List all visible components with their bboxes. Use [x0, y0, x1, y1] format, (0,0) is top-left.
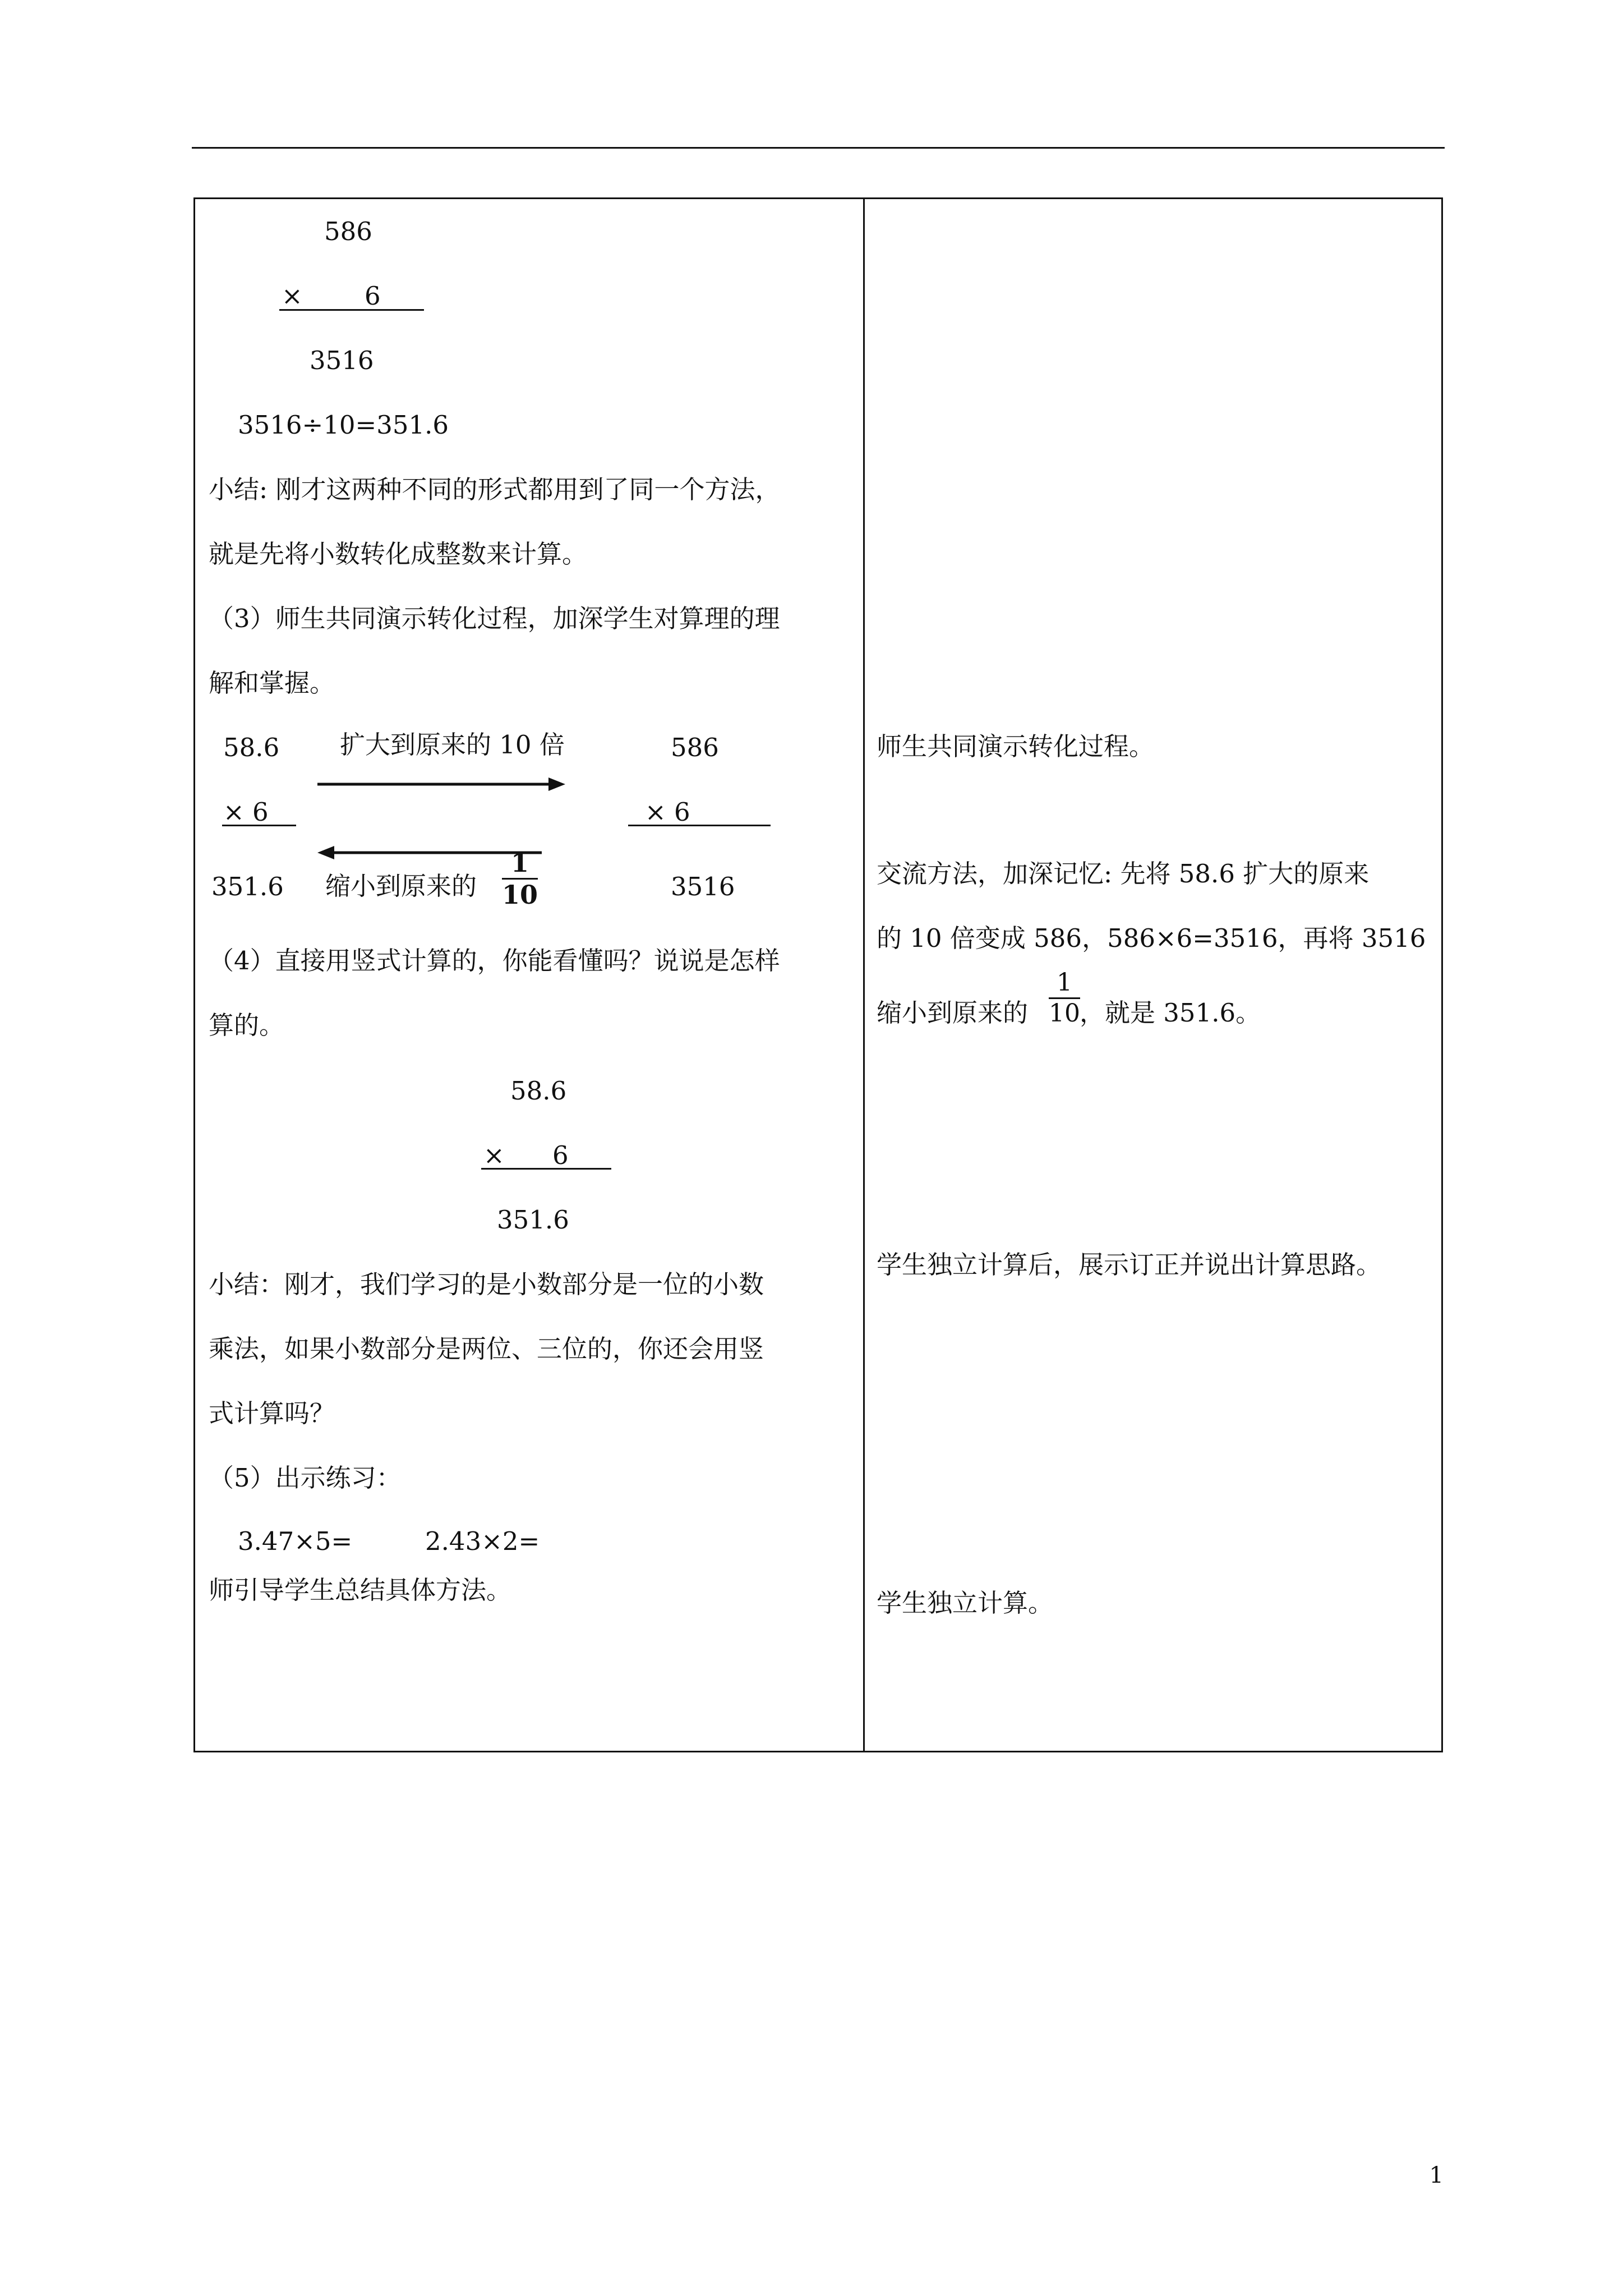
summary1-line2: 就是先将小数转化成整数来计算。: [209, 539, 588, 569]
calc1-top: 586: [324, 217, 372, 246]
diagram-right-underline: [628, 825, 771, 826]
right-note-2-line3b: ，就是 351.6。: [1080, 998, 1261, 1028]
arrow-down-label: 缩小到原来的: [325, 871, 477, 901]
right-fraction-denominator: 10: [1049, 999, 1080, 1028]
summary1-line1: 小结: 刚才这两种不同的形式都用到了同一个方法，: [209, 475, 781, 504]
column-divider: [863, 199, 865, 1751]
right-note-2-line3a: 缩小到原来的: [877, 998, 1029, 1028]
exercise-1: 3.47×5=: [238, 1526, 353, 1556]
calc2-times-sign: ×: [483, 1140, 505, 1170]
expand-arrow-right: [316, 773, 569, 795]
calc1-underline: [279, 309, 424, 311]
fraction-numerator: 1: [511, 848, 529, 878]
right-note-3: 学生独立计算后，展示订正并说出计算思路。: [877, 1250, 1382, 1280]
right-note-2-line2: 的 10 倍变成 586，586×6=3516，再将 3516: [877, 923, 1426, 953]
step3-line1: （3）师生共同演示转化过程，加深学生对算理的理: [209, 604, 780, 633]
summary2-line3: 式计算吗？: [209, 1398, 335, 1428]
calc1-multiplier: 6: [365, 281, 381, 311]
summary2-line2: 乘法，如果小数部分是两位、三位的，你还会用竖: [209, 1334, 764, 1364]
step3-line2: 解和掌握。: [209, 668, 335, 698]
diagram-left-result: 351.6: [211, 872, 284, 901]
calc2-underline: [481, 1168, 611, 1170]
calc2-top: 58.6: [510, 1076, 567, 1106]
arrow-up-label: 扩大到原来的 10 倍: [340, 730, 565, 760]
fraction-one-tenth: [502, 850, 538, 908]
diagram-right-multiplier: × 6: [645, 797, 690, 827]
diagram-right-top: 586: [671, 733, 719, 762]
diagram-left-underline: [222, 825, 296, 826]
right-note-4: 学生独立计算。: [877, 1588, 1054, 1618]
right-note-1: 师生共同演示转化过程。: [877, 731, 1155, 761]
right-fraction-one-tenth: [1049, 970, 1080, 1026]
page-number: 1: [1429, 2162, 1444, 2188]
header-rule: [192, 147, 1445, 149]
calc1-times-sign: ×: [282, 281, 303, 311]
diagram-left-multiplier: × 6: [223, 797, 269, 827]
diagram-right-result: 3516: [671, 872, 735, 901]
step4-line1: （4）直接用竖式计算的，你能看懂吗？说说是怎样: [209, 946, 780, 976]
summary2-line1: 小结：刚才，我们学习的是小数部分是一位的小数: [209, 1269, 764, 1299]
teacher-guide: 师引导学生总结具体方法。: [209, 1575, 512, 1605]
calc1-result: 3516: [310, 346, 374, 375]
division-equation: 3516÷10=351.6: [238, 410, 449, 440]
right-note-2-line1: 交流方法，加深记忆: 先将 58.6 扩大的原来: [877, 859, 1370, 889]
exercise-2: 2.43×2=: [425, 1526, 540, 1556]
diagram-left-top: 58.6: [223, 733, 280, 762]
step4-line2: 算的。: [209, 1010, 285, 1040]
calc2-multiplier: 6: [552, 1140, 569, 1170]
fraction-denominator: 10: [502, 880, 538, 910]
step5-heading: （5）出示练习：: [209, 1463, 402, 1493]
calc2-result: 351.6: [497, 1205, 569, 1235]
right-fraction-numerator: 1: [1057, 968, 1072, 997]
